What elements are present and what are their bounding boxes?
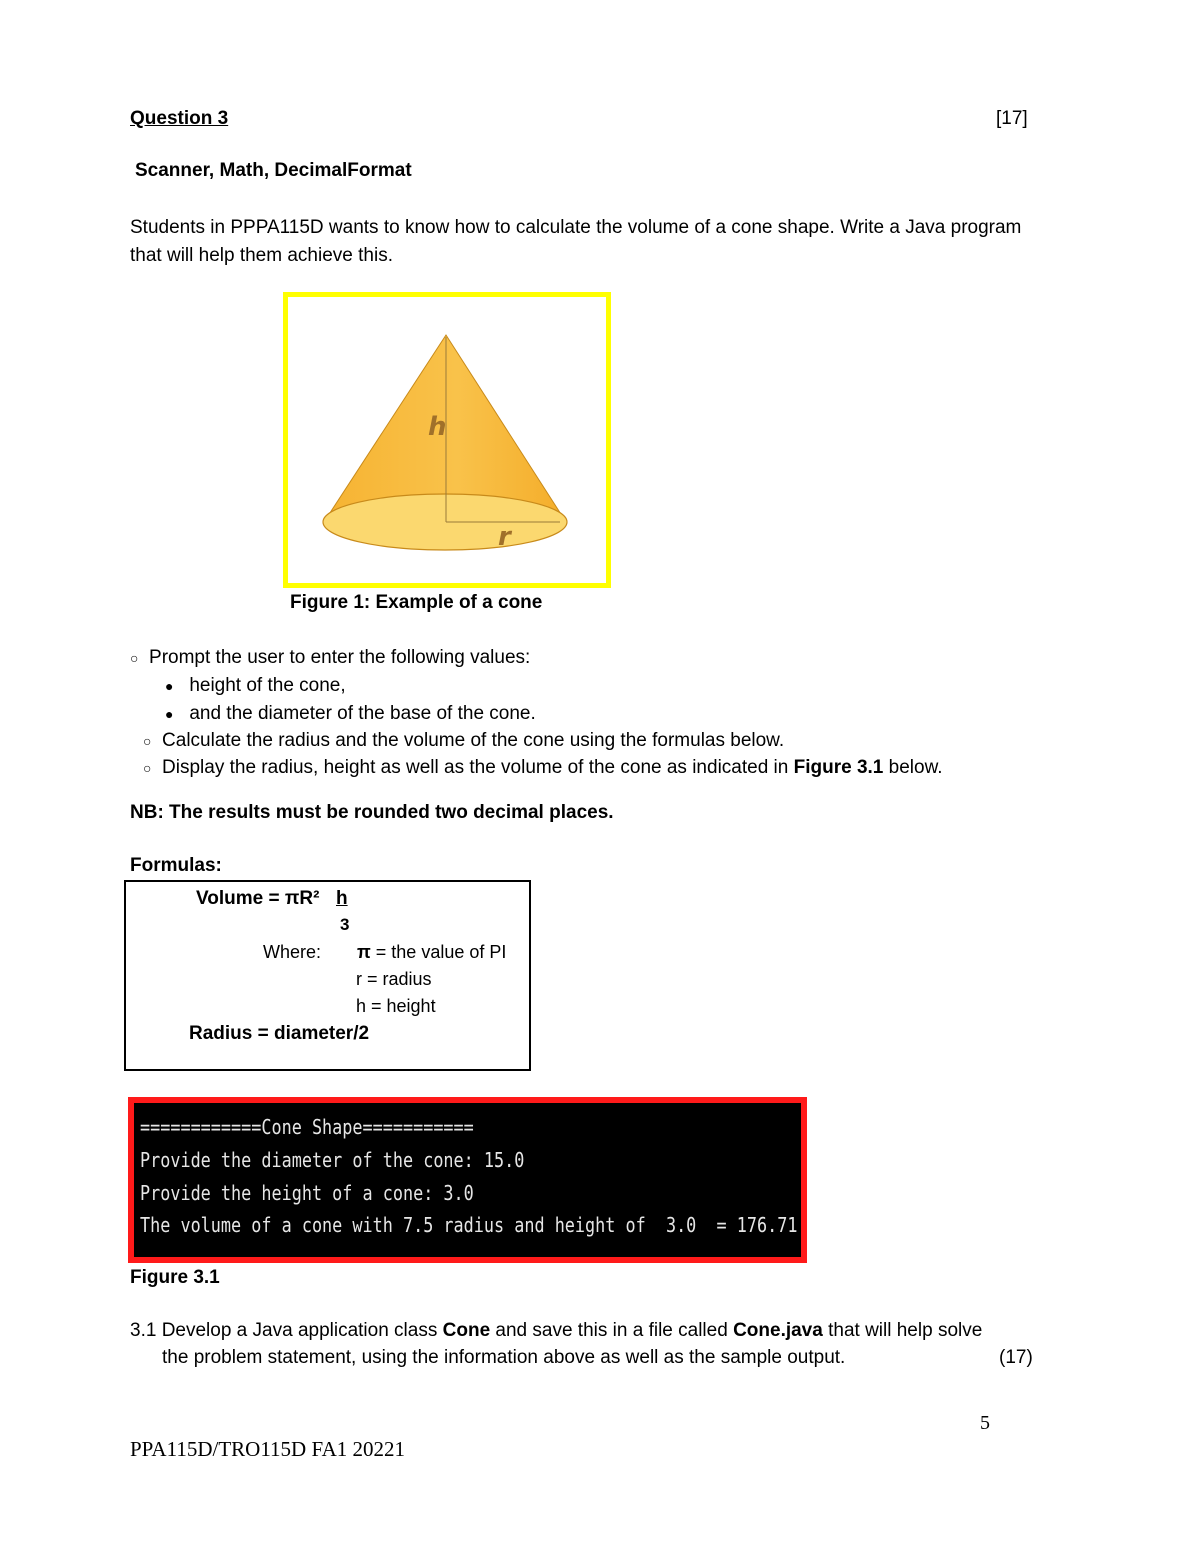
figure31-caption: Figure 3.1 [130, 1267, 220, 1288]
task-line-2: the problem statement, using the information above as well as the sample output. [162, 1347, 846, 1368]
nb-note: NB: The results must be rounded two decimal places. [130, 802, 614, 823]
r-definition: r = radius [356, 969, 432, 989]
task-marks: (17) [999, 1347, 1033, 1368]
cone-illustration [288, 297, 606, 583]
task-text: that will help solve [822, 1320, 983, 1341]
cone-figure [283, 292, 611, 588]
instruction-text: Prompt the user to enter the following values: [149, 647, 531, 668]
volume-pi-r2: πR² [284, 888, 320, 909]
figure-ref: Figure 3.1 [793, 757, 884, 778]
instruction-item-prompt [130, 647, 530, 669]
circle-bullet-icon: ○ [130, 650, 139, 666]
formula-box [124, 880, 531, 1071]
console-line: Provide the height of a cone: 3.0 [140, 1181, 474, 1205]
footer-code: PPA115D/TRO115D FA1 20221 [130, 1437, 405, 1461]
console-line: ============Cone Shape=========== [140, 1115, 474, 1139]
pi-definition [357, 942, 506, 963]
instruction-text: height of the cone, [189, 675, 346, 696]
pi-symbol: π [357, 942, 371, 962]
dot-bullet-icon: ● [165, 706, 174, 722]
instruction-text: Display the radius, height as well as the volume of the cone as indicated in [162, 757, 794, 778]
circle-bullet-icon: ○ [143, 760, 152, 776]
topics-line: Scanner, Math, DecimalFormat [135, 160, 412, 181]
h-definition: h = height [356, 996, 436, 1016]
volume-lhs: Volume = [196, 888, 285, 909]
intro-paragraph: Students in PPPA115D wants to know how to calculate the volume of a cone shape. Write a Java program that will help them achieve this. [130, 217, 1022, 266]
console-line: Provide the diameter of the cone: 15.0 [140, 1148, 525, 1172]
instruction-item-calculate [143, 730, 784, 752]
console-line: The volume of a cone with 7.5 radius and height of 3.0 = 176.71 [140, 1213, 798, 1237]
radius-label: r [498, 522, 511, 552]
task-text: and save this in a file called [490, 1320, 734, 1341]
console-output [128, 1097, 807, 1263]
instruction-item-display [143, 757, 943, 779]
radius-formula: Radius = diameter/2 [189, 1023, 370, 1044]
height-label: h [428, 412, 447, 442]
figure1-caption: Figure 1: Example of a cone [290, 592, 543, 613]
volume-numerator: h [336, 888, 348, 909]
circle-bullet-icon: ○ [143, 733, 152, 749]
instruction-text: Calculate the radius and the volume of the cone using the formulas below. [162, 730, 785, 751]
formulas-heading: Formulas: [130, 855, 222, 876]
instruction-sub-height [165, 675, 346, 697]
pi-text: = the value of PI [370, 942, 507, 962]
task-line-1 [130, 1320, 982, 1342]
volume-denominator: 3 [340, 915, 350, 934]
page-number: 5 [980, 1412, 990, 1434]
file-name: Cone.java [733, 1320, 823, 1341]
question-marks: [17] [996, 108, 1028, 129]
instruction-sub-diameter [165, 703, 536, 725]
question-title: Question 3 [130, 108, 229, 129]
instruction-text: and the diameter of the base of the cone. [189, 703, 536, 724]
task-text: 3.1 Develop a Java application class [130, 1320, 443, 1341]
where-label: Where: [263, 942, 322, 962]
volume-formula [196, 888, 319, 910]
instruction-text: below. [883, 757, 943, 778]
dot-bullet-icon: ● [165, 678, 174, 694]
class-name: Cone [442, 1320, 491, 1341]
